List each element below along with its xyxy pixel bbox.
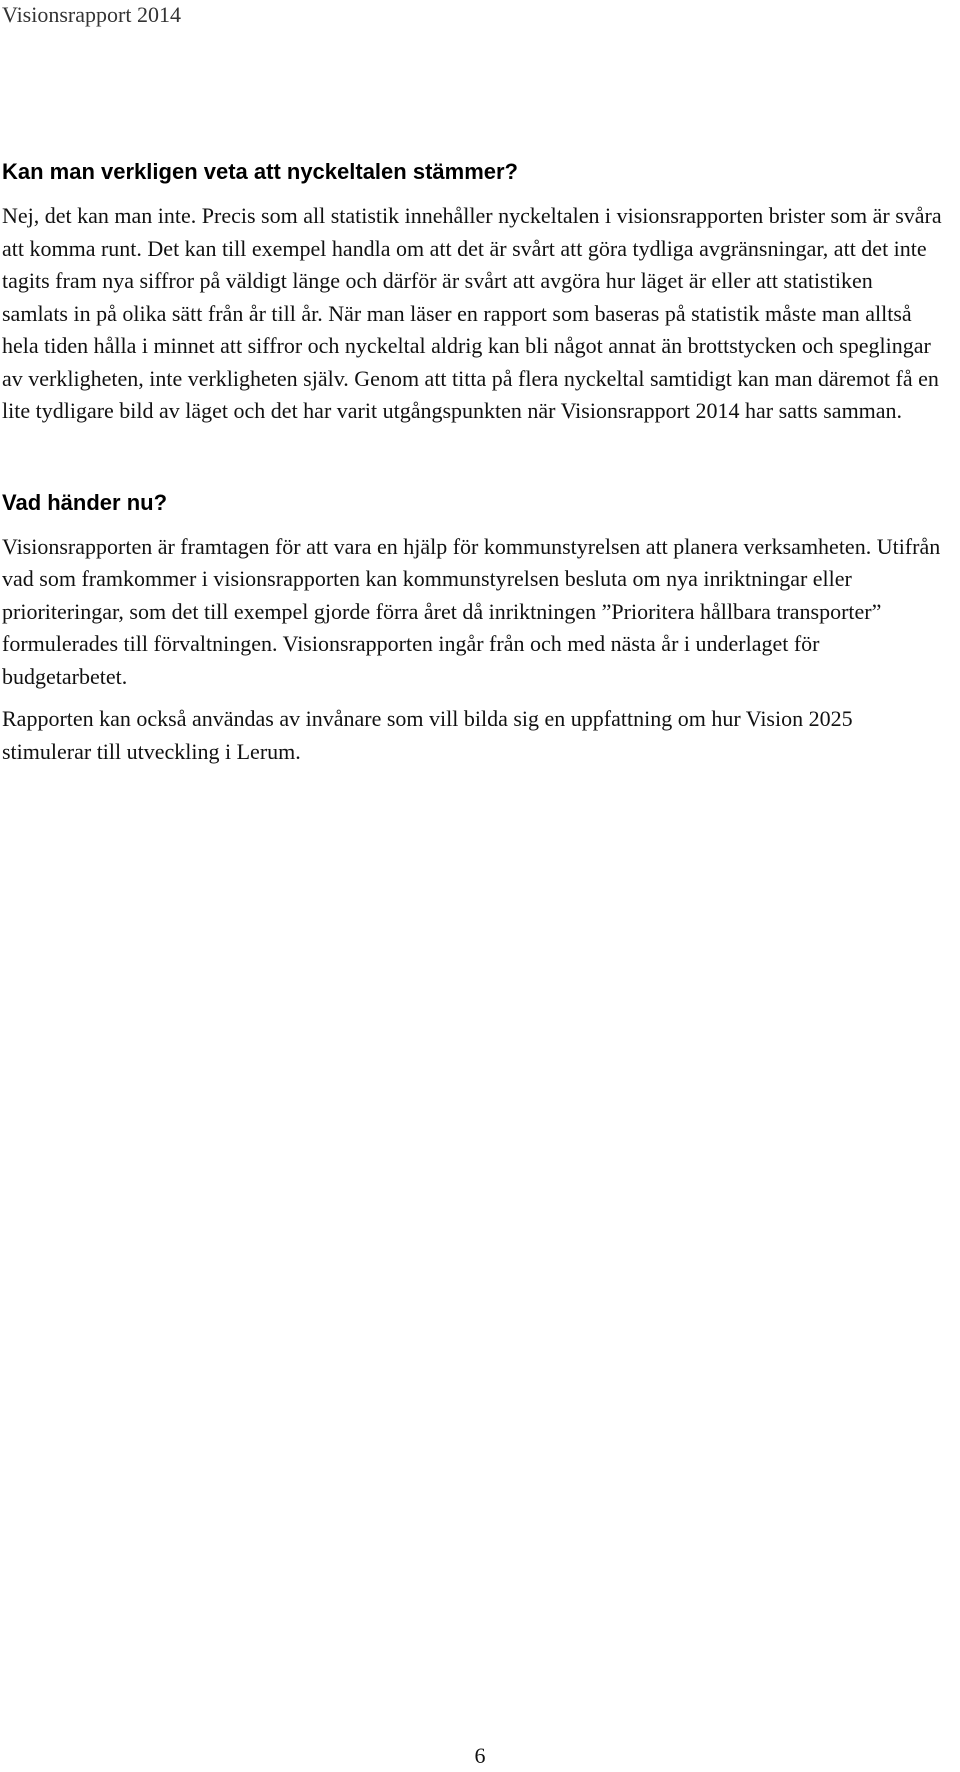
document-body	[2, 158, 942, 768]
section-paragraph: Visionsrapporten är framtagen för att vara en hjälp för kommunstyrelsen att planera verksamheten. Utifrån vad som framkommer i visionsrapporten kan kommunstyrelsen besluta om nya inriktningar eller prioriteringar, som det till exempel gjorde förra året då inriktningen ”Prioritera hållbara transporter” formulerades till förvaltningen. Visionsrapporten ingår från och med nästa år i underlaget för budgetarbetet.	[2, 533, 941, 689]
page-header: Visionsrapport 2014	[2, 2, 181, 27]
section-paragraph: Rapporten kan också användas av invånare som vill bilda sig en uppfattning om hur Vision 2025 stimulerar till utveckling i Lerum.	[2, 706, 853, 764]
section-heading: Kan man verkligen veta att nyckeltalen stämmer?	[2, 159, 518, 184]
page-number: 6	[474, 1743, 486, 1768]
section-heading: Vad händer nu?	[2, 489, 168, 515]
section-paragraph: Nej, det kan man inte. Precis som all statistik innehåller nyckeltalen i visionsrapporten brister som är svåra att komma runt. Det kan till exempel handla om att det är svårt att göra tydliga avgränsningar, att det inte tagits fram nya siffror på väldigt länge och därför är svårt att avgöra hur läget är eller att statistiken samlats in på olika sätt från år till år. När man läser en rapport som baseras på statistik måste man alltså hela tiden hålla i minnet att siffror och nyckeltal aldrig kan bli något annat än brottstycken och speglingar av verkligheten, inte verkligheten själv. Genom att titta på flera nyckeltal samtidigt kan man däremot få en lite tydligare bild av läget och det har varit utgångspunkten när Visionsrapport 2014 har satts samman.	[2, 203, 942, 423]
